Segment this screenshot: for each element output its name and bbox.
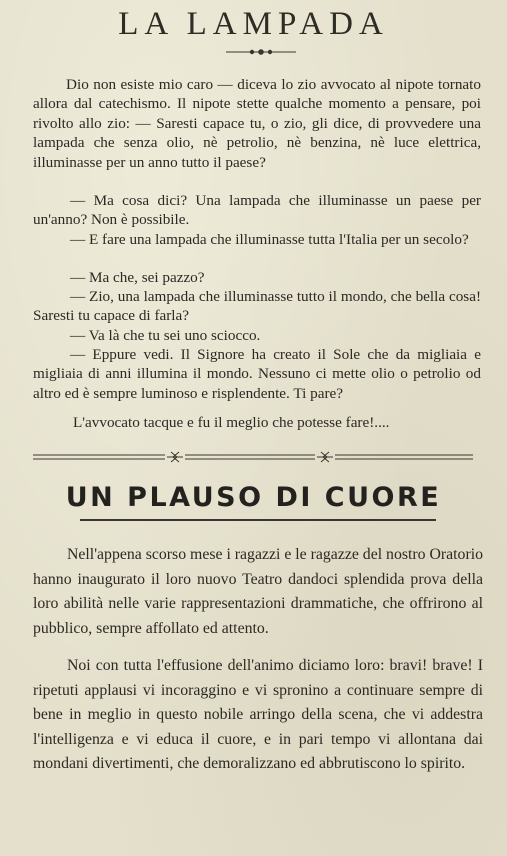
paragraph: — Ma cosa dici? Una lampada che illuminasse un paese per un'anno? Non è possibile. bbox=[33, 192, 481, 229]
paragraph: Dio non esiste mio caro — diceva lo zio avvocato al nipote tornato allora dal catechismo. Il nipote stette qualche momento a pensare, poi rivolto allo zio: — Saresti capace tu, o zio, gli dice, di provvedere una lampada che senza olio, nè petrolio, nè benzina, nè luce elettrica, illuminasse per un anno tutto il paese? bbox=[33, 76, 481, 171]
section-divider bbox=[33, 449, 473, 465]
title-underline bbox=[80, 519, 436, 521]
paragraph: Noi con tutta l'effusione dell'animo diciamo loro: bravi! brave! I ripetuti applausi vi incoraggino e vi spronino a continuare sempre di bene in meglio in questo nobile arringo della scena, che vi addestra l'intelligenza e vi educa il cuore, e in pari tempo vi allontana dai mondani divertimenti, che demoralizzano ed abbrutiscono lo spirito. bbox=[33, 657, 483, 773]
paragraph: Nell'appena scorso mese i ragazzi e le ragazze del nostro Oratorio hanno inaugurato il loro nuovo Teatro dandoci splendida prova della loro abilità nelle varie rappresentazioni drammatiche, che offrirono al pubblico, sempre affollato ed attento. bbox=[33, 546, 484, 637]
paragraph: — Ma che, sei pazzo? bbox=[70, 269, 205, 286]
paragraph: L'avvocato tacque e fu il meglio che potesse fare!.... bbox=[73, 414, 390, 431]
title-ornament bbox=[226, 47, 296, 57]
article-title-la-lampada: LA LAMPADA bbox=[118, 6, 389, 42]
article-title-un-plauso-di-cuore: UN PLAUSO DI CUORE bbox=[65, 482, 442, 513]
paragraph: — Zio, una lampada che illuminasse tutto il mondo, che bella cosa! Saresti tu capace di farla? bbox=[33, 288, 481, 325]
paragraph: — E fare una lampada che illuminasse tutta l'Italia per un secolo? bbox=[70, 231, 469, 248]
paragraph: — Va là che tu sei uno sciocco. bbox=[70, 327, 261, 344]
paragraph: — Eppure vedi. Il Signore ha creato il Sole che da migliaia e migliaia di anni illumina il mondo. Nessuno ci mette olio o petrolio od altro ed è sempre luminoso e risplendente. Ti pare? bbox=[33, 346, 481, 402]
